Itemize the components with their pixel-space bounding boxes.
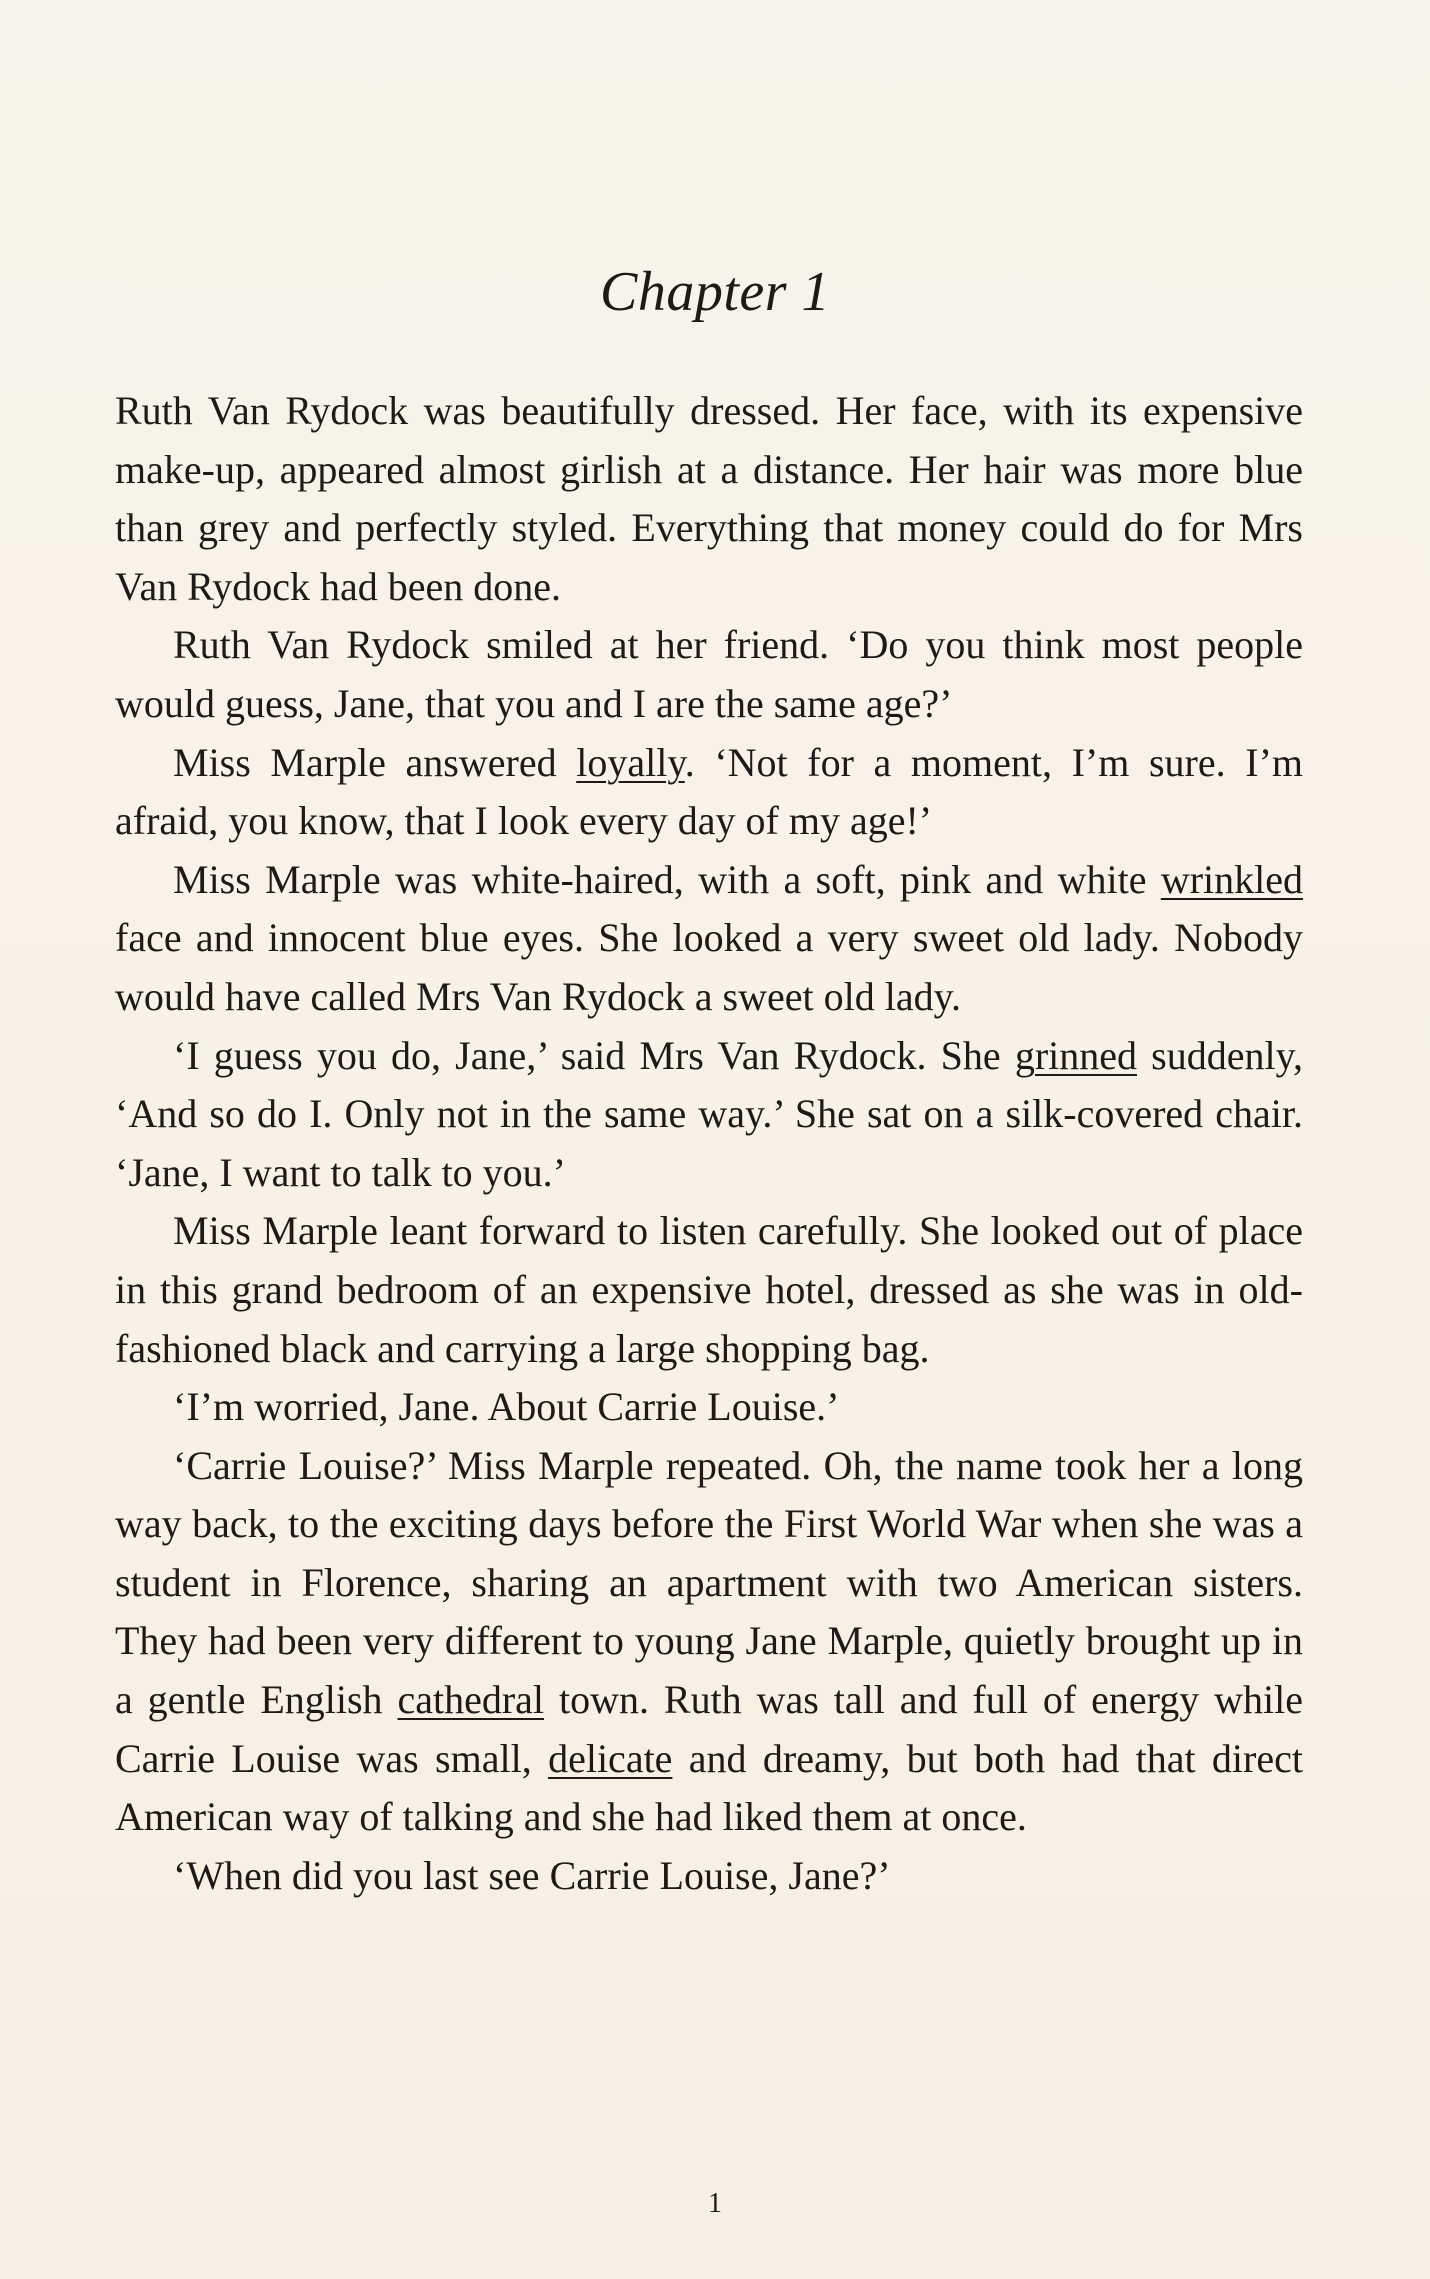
paragraph — [115, 1378, 1303, 1437]
text-run: Miss Marple leant forward to listen carefully. She looked out of place in this grand bedroom of an expensive hotel, dressed as she was in old-fashioned black and carrying a large shopping bag. — [115, 1208, 1303, 1371]
text-run: Ruth Van Rydock was beautifully dressed. Her face, with its expensive make-up, appeared almost girlish at a distance. Her hair was more blue than grey and perfectly styled. Everything that money could do for Mrs Van Rydock had been done. — [115, 388, 1303, 609]
chapter-title: Chapter 1 — [599, 261, 831, 323]
text-run: Miss Marple was white-haired, with a soft, pink and white — [173, 856, 1161, 902]
page-number: 1 — [708, 2188, 722, 2219]
text-run: suddenly, ‘And so do I. Only not in the same way.’ She sat on a silk-covered chair. ‘Jane, I want to talk to you.’ — [115, 1032, 1304, 1195]
glossary-word: grinned — [1014, 1032, 1137, 1078]
text-run: Miss Marple answered — [173, 739, 577, 785]
text-run: ‘Carrie Louise?’ Miss Marple repeated. Oh, the name took her a long way back, to the exciting days before the First World War when she was a student in Florence, sharing an apartment with two American sisters. They had been very different to young Jane Marple, quietly brought up in a gentle English — [115, 1442, 1303, 1723]
paragraph — [115, 382, 1303, 616]
text-run: ‘When did you last see Carrie Louise, Jane?’ — [173, 1852, 891, 1898]
text-run: ‘I guess you do, Jane,’ said Mrs Van Rydock. She — [173, 1032, 1015, 1078]
glossary-word: wrinkled — [1160, 856, 1303, 902]
text-run: . ‘Not for a moment, I’m sure. I’m afraid, you know, that I look every day of my age!’ — [115, 739, 1303, 844]
paragraph — [115, 1847, 1303, 1906]
paragraph — [115, 734, 1303, 851]
glossary-word: cathedral — [397, 1677, 545, 1723]
paragraph — [115, 616, 1303, 733]
text-run: town. Ruth was tall and full of energy while Carrie Louise was small, — [115, 1677, 1304, 1781]
paragraph — [115, 1202, 1303, 1378]
body-text — [115, 382, 1303, 1905]
glossary-word: delicate — [548, 1735, 673, 1781]
glossary-word: loyally — [576, 739, 685, 785]
text-run: and dreamy, but both had that direct American way of talking and she had liked them at once. — [115, 1735, 1303, 1840]
text-run: Ruth Van Rydock smiled at her friend. ‘Do you think most people would guess, Jane, that you and I are the same age?’ — [115, 622, 1303, 726]
paragraph — [115, 1027, 1303, 1203]
paragraph — [115, 1437, 1303, 1847]
text-run: face and innocent blue eyes. She looked a very sweet old lady. Nobody would have called Mrs Van Rydock a sweet old lady. — [115, 915, 1303, 1019]
text-run: ‘I’m worried, Jane. About Carrie Louise.’ — [173, 1384, 840, 1430]
paragraph — [115, 851, 1303, 1027]
